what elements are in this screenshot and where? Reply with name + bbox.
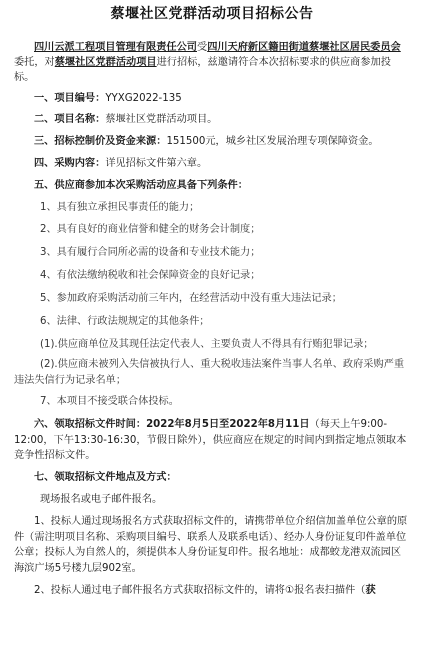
intro-rest: 进行招标，兹邀请符合本次招标要求的供应商参加投标。 [14, 56, 391, 84]
time-details: （每天上午9:00-12:00，下午13:30-16:30，节假日除外），供应商应在规定的时间内到指定地点领取本竞争性招标文件。 [14, 418, 407, 462]
budget-value: 151500元，城乡社区发展治理专项保障资金。 [166, 136, 379, 148]
section-budget [14, 134, 410, 150]
section-label: 六、领取招标文件时间： [34, 418, 147, 430]
section-label: 四、采购内容： [34, 158, 106, 170]
section-label: 一、项目编号： [34, 92, 106, 104]
email-instructions-bold: 获 [365, 585, 376, 597]
project-name-inline: 蔡堰社区党群活动项目 [54, 56, 157, 68]
email-registration-paragraph [14, 583, 410, 599]
content-value: 详见招标文件第六章。 [105, 158, 208, 170]
project-number: YYXG2022-135 [105, 92, 182, 104]
requirement-item: 3、具有履行合同所必需的设备和专业技术能力； [40, 247, 261, 259]
requirement-item: 2、具有良好的商业信誉和健全的财务会计制度； [40, 224, 261, 236]
section-project-name [14, 112, 410, 128]
requirement-item: 1、具有独立承担民事责任的能力； [40, 201, 200, 213]
section-document-time [14, 417, 410, 464]
section-label: 三、招标控制价及资金来源： [34, 136, 167, 148]
requirement-item: 5、参加政府采购活动前三年内，在经营活动中没有重大违法记录； [40, 292, 342, 304]
registration-method: 现场报名或电子邮件报名。 [40, 494, 163, 506]
registration-address: 成都蛟龙港双流园区海滨广场5号楼九层902室。 [14, 547, 402, 575]
entrust-word: 受 [197, 41, 208, 53]
requirement-sub-item: (1).供应商单位及其现任法定代表人、主要负责人不得具有行贿犯罪记录； [40, 338, 374, 350]
project-name: 蔡堰社区党群活动项目。 [105, 114, 218, 126]
section-label: 二、项目名称： [34, 114, 106, 126]
intro-mid: 委托，对 [14, 56, 55, 68]
page-title: 蔡堰社区党群活动项目招标公告 [110, 6, 314, 22]
requirement-item: 4、有依法缴纳税收和社会保障资金的良好记录； [40, 270, 261, 282]
email-instructions: 2、投标人通过电子邮件报名方式获取招标文件的，请将①报名表扫描件（ [34, 585, 366, 597]
section-requirements: 五、供应商参加本次采购活动应具备下列条件： [34, 179, 248, 191]
section-project-number [14, 91, 410, 107]
requirement-sub-item: (2).供应商未被列入失信被执行人、重大税收违法案件当事人名单、政府采购严重违法失信行为记录名单； [14, 359, 405, 387]
intro-paragraph [14, 40, 410, 86]
onsite-registration-paragraph [14, 514, 410, 577]
date-range: 2022年8月5日至2022年8月11日 [146, 418, 310, 430]
requirement-item: 6、法律、行政法规规定的其他条件； [40, 315, 210, 327]
section-content [14, 156, 410, 172]
requirement-item: 7、本项目不接受联合体投标。 [40, 395, 179, 407]
onsite-instructions: 1、投标人通过现场报名方式获取招标文件的，请携带单位介绍信加盖单位公章的原件（需注明项目名称、采购项目编号、联系人及联系电话）、经办人身份证复印件盖单位公章；投标人为自然人的，须提供本人身份证复印件。报名地址： [14, 515, 408, 559]
section-document-location: 七、领取招标文件地点及方式： [34, 472, 177, 484]
client-name: 四川天府新区籍田街道蔡堰社区居民委员会 [207, 41, 401, 53]
agent-name: 四川云派工程项目管理有限责任公司 [34, 41, 197, 53]
